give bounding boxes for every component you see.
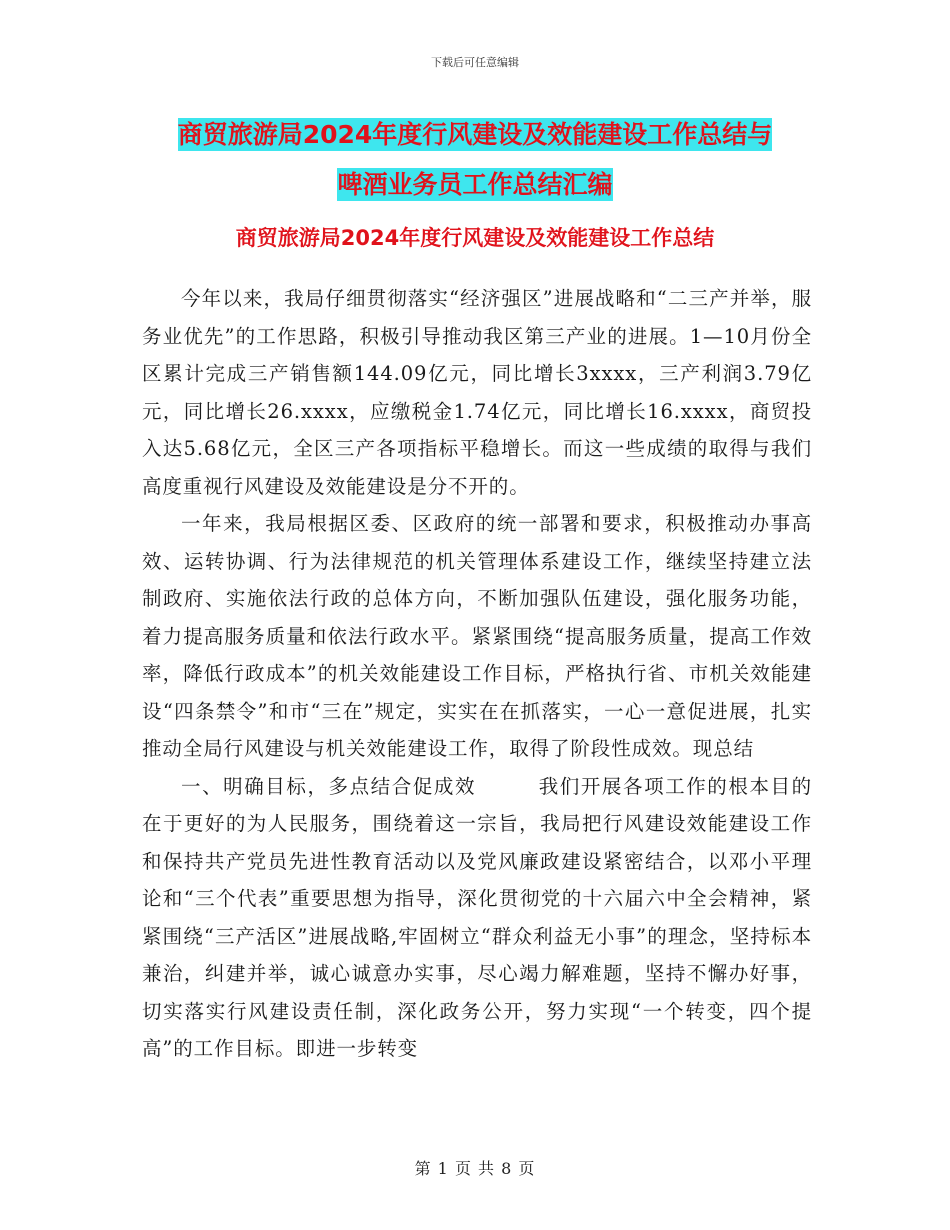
- heading-1: 一、明确目标，多点结合促成效: [181, 774, 477, 798]
- section-title: 商贸旅游局2024年度行风建设及效能建设工作总结: [235, 226, 715, 250]
- paragraph-2: 一年来，我局根据区委、区政府的统一部署和要求，积极推动办事高效、运转协调、行为法律规范的机关管理体系建设工作，继续坚持建立法制政府、实施依法行政的总体方向，不断加强队伍建设，强化服务功能，着力提高服务质量和依法行政水平。紧紧围绕“提高服务质量，提高工作效率，降低行政成本”的机关效能建设工作目标，严格执行省、市机关效能建设“四条禁令”和市“三在”规定，实实在在抓落实，一心一意促进展，扎实推动全局行风建设与机关效能建设工作，取得了阶段性成效。现总结: [142, 512, 812, 760]
- document-title: [0, 110, 950, 210]
- paragraph-1: 今年以来，我局仔细贯彻落实“经济强区”进展战略和“二三产并举，服务业优先”的工作思路，积极引导推动我区第三产业的进展。1—10月份全区累计完成三产销售额144.09亿元，同比增长3xxxx，三产利润3.79亿元，同比增长26.xxxx，应缴税金1.74亿元，同比增长16.xxxx，商贸投入达5.68亿元，全区三产各项指标平稳增长。而这一些成绩的取得与我们高度重视行风建设及效能建设是分不开的。: [142, 287, 812, 498]
- header-note: 下载后可任意编辑: [431, 56, 519, 69]
- document-body: [142, 280, 812, 1068]
- document-title-line-1: 商贸旅游局2024年度行风建设及效能建设工作总结与: [177, 120, 773, 149]
- document-title-line-2: 啤酒业务员工作总结汇编: [337, 170, 613, 199]
- paragraph-3: [142, 768, 812, 1068]
- paragraph-3-text: 我们开展各项工作的根本目的在于更好的为人民服务，围绕着这一宗旨，我局把行风建设效能建设工作和保持共产党员先进性教育活动以及党风廉政建设紧密结合，以邓小平理论和“三个代表”重要思想为指导，深化贯彻党的十六届六中全会精神，紧紧围绕“三产活区”进展战略,牢固树立“群众利益无小事”的理念，坚持标本兼治，纠建并举，诚心诚意办实事，尽心竭力解难题，坚持不懈办好事，切实落实行风建设责任制，深化政务公开，努力实现“一个转变，四个提高”的工作目标。即进一步转变: [142, 774, 812, 1060]
- page-number: 第 1 页 共 8 页: [414, 1159, 536, 1178]
